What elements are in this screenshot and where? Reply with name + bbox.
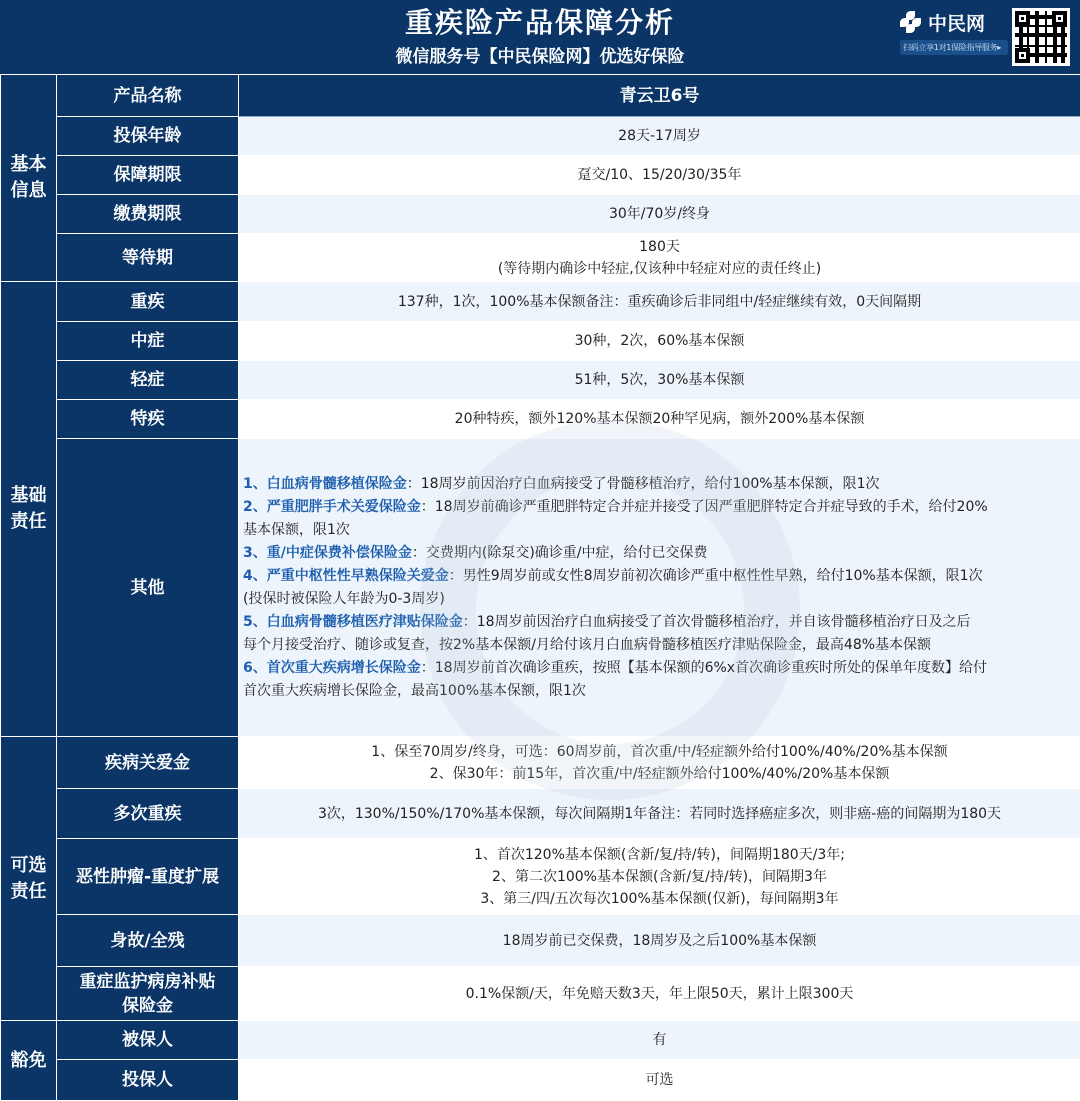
brand[interactable]: [900, 8, 1008, 60]
row-value: 51种，5次，30%基本保额: [239, 361, 1080, 400]
benefit-item-4: 4、严重中枢性性早熟保险关爱金：男性9周岁前或女性8周岁前初次确诊严重中枢性性早熟，给付10%基本保额，限1次 (投保时被保险人年龄为0-3周岁): [243, 565, 1076, 611]
wait-line-2: (等待期内确诊中轻症,仅该种中轻症对应的责任终止): [239, 258, 1080, 280]
row-value: 可选: [239, 1060, 1080, 1101]
row-label: 恶性肿瘤-重度扩展: [57, 839, 239, 915]
row-label: 被保人: [57, 1021, 239, 1060]
row-value: 1、保至70周岁/终身，可选：60周岁前，首次重/中/轻症额外给付100%/40%/20%基本保额 2、保30年：前15年，首次重/中/轻症额外给付100%/40%/20%基本保额: [239, 737, 1080, 789]
leaf-logo-icon: [900, 11, 922, 33]
table-row: [1, 967, 1080, 1021]
wait-line-1: 180天: [239, 236, 1080, 258]
table-row: [1, 75, 1080, 117]
row-label: 特疾: [57, 400, 239, 439]
qr-code-icon[interactable]: [1012, 8, 1070, 66]
table-row: [1, 400, 1080, 439]
row-label: 疾病关爱金: [57, 737, 239, 789]
table-row: [1, 839, 1080, 915]
row-value: 18周岁前已交保费，18周岁及之后100%基本保额: [239, 915, 1080, 967]
table-row: [1, 439, 1080, 737]
group-waiver: 豁免: [1, 1021, 57, 1101]
table-row: [1, 234, 1080, 282]
benefit-item-3: 3、重/中症保费补偿保险金：交费期内(除泵交)确诊重/中症，给付已交保费: [243, 542, 1076, 565]
row-label: 多次重疾: [57, 789, 239, 839]
benefit-item-2: 2、严重肥胖手术关爱保险金：18周岁前确诊严重肥胖特定合并症并接受了因严重肥胖特定合并症导致的手术，给付20% 基本保额，限1次: [243, 496, 1076, 542]
row-value: 0.1%保额/天，年免赔天数3天，年上限50天，累计上限300天: [239, 967, 1080, 1021]
row-label: 产品名称: [57, 75, 239, 117]
row-label: 中症: [57, 322, 239, 361]
brand-slogan[interactable]: 扫码立享1对1保险指导服务▸: [900, 40, 1008, 55]
table-row: [1, 1060, 1080, 1101]
row-value: 137种，1次，100%基本保额备注：重疾确诊后非同组中/轻症继续有效，0天间隔期: [239, 282, 1080, 322]
row-label: 保障期限: [57, 156, 239, 195]
table-row: [1, 195, 1080, 234]
row-value: 28天-17周岁: [239, 117, 1080, 156]
table-row: [1, 361, 1080, 400]
table-row: [1, 1021, 1080, 1060]
group-base-duty: 基础 责任: [1, 282, 57, 737]
row-label: 重疾: [57, 282, 239, 322]
row-label: 重症监护病房补贴 保险金: [57, 967, 239, 1021]
benefit-item-6: 6、首次重大疾病增长保险金：18周岁前首次确诊重疾，按照【基本保额的6%x首次确诊重疾时所处的保单年度数】给付 首次重大疾病增长保险金，最高100%基本保额，限1次: [243, 657, 1076, 703]
row-label: 缴费期限: [57, 195, 239, 234]
benefit-item-1: 1、白血病骨髓移植保险金：18周岁前因治疗白血病接受了骨髓移植治疗，给付100%基本保额，限1次: [243, 473, 1076, 496]
row-label: 身故/全残: [57, 915, 239, 967]
benefit-item-5: 5、白血病骨髓移植医疗津贴保险金：18周岁前因治疗白血病接受了首次骨髓移植治疗，并自该骨髓移植治疗日及之后 每个月接受治疗、随诊或复查，按2%基本保额/月给付该月白血病骨髓移植医疗津贴保险金，最高48%基本保额: [243, 611, 1076, 657]
row-value: 30年/70岁/终身: [239, 195, 1080, 234]
row-label: 等待期: [57, 234, 239, 282]
brand-name: 中民网: [928, 9, 985, 36]
coverage-table: [0, 74, 1080, 1101]
product-name-value: 青云卫6号: [239, 75, 1080, 117]
table-row: [1, 737, 1080, 789]
row-label: 投保人: [57, 1060, 239, 1101]
row-label: 其他: [57, 439, 239, 737]
row-value: 有: [239, 1021, 1080, 1060]
row-value: 趸交/10、15/20/30/35年: [239, 156, 1080, 195]
group-optional: 可选 责任: [1, 737, 57, 1021]
row-label: 轻症: [57, 361, 239, 400]
row-value: 20种特疾，额外120%基本保额20种罕见病，额外200%基本保额: [239, 400, 1080, 439]
table-row: [1, 915, 1080, 967]
row-value: 3次，130%/150%/170%基本保额，每次间隔期1年备注：若同时选择癌症多次，则非癌-癌的间隔期为180天: [239, 789, 1080, 839]
table-row: [1, 117, 1080, 156]
page-subtitle: 微信服务号【中民保险网】优选好保险: [0, 44, 1080, 70]
table-row: [1, 282, 1080, 322]
other-benefits: [239, 439, 1080, 737]
page-title: 重疾险产品保障分析: [0, 4, 1080, 42]
row-value: 30种，2次，60%基本保额: [239, 322, 1080, 361]
table-row: [1, 789, 1080, 839]
group-basic-info: 基本 信息: [1, 75, 57, 282]
page-header: [0, 0, 1080, 74]
table-row: [1, 322, 1080, 361]
row-label: 投保年龄: [57, 117, 239, 156]
row-value: [239, 234, 1080, 282]
table-row: [1, 156, 1080, 195]
row-value: 1、首次120%基本保额(含新/复/持/转)，间隔期180天/3年; 2、第二次100%基本保额(含新/复/持/转)，间隔期3年 3、第三/四/五次每次100%基本保额(仅新)，每间隔期3年: [239, 839, 1080, 915]
